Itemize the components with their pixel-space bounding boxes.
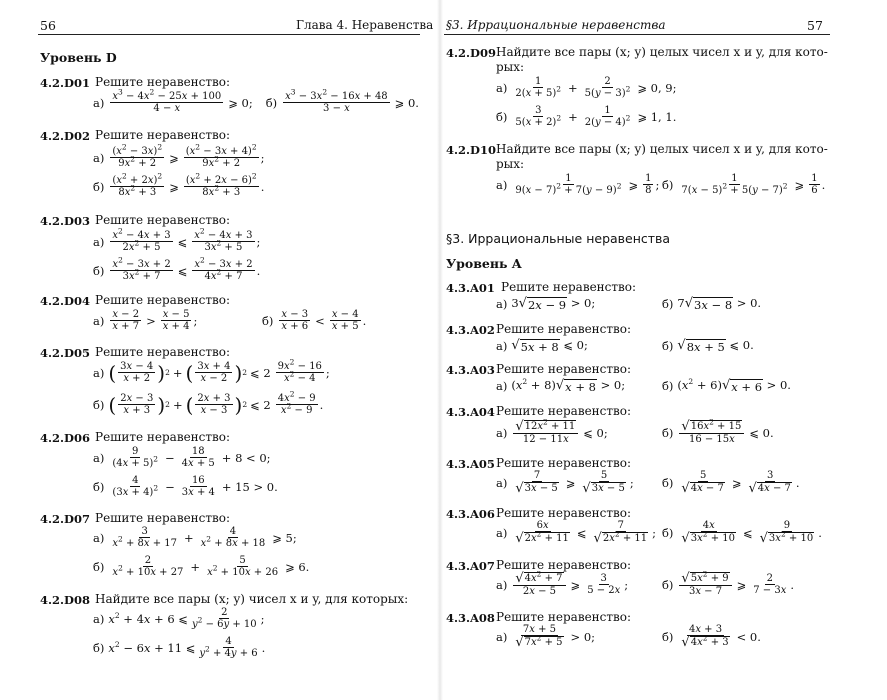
exercise-a: а) 6x √ $2x^2 + 11$ ⩽ 7 √ $2x^2 + 11$ ;: [496, 520, 656, 546]
exercise-a: а) $\frac{1}{2(x + 5)^2}$ + $\frac{2}{5(y - 3)^2}$ ⩾ 0, 9;: [496, 76, 677, 99]
problem-text: рых:: [496, 157, 525, 171]
exercise-a: а) $x^2 + 4x + 6$ ⩽ $\frac{2}{y^2 - 6y + 10}$ ;: [93, 607, 265, 630]
exercise-a: а) $\frac{1}{9(x - 7)^2 + 7(y - 9)^2}$ ⩾ $\frac{1}{8}$ ;: [496, 173, 660, 196]
problem-number: 4.3.A06: [446, 507, 495, 521]
problem-text: Решите неравенство:: [496, 506, 632, 520]
exercise-b: б) $\frac{x - 3}{x + 6}$ < $\frac{x - 4}{x + 5}$ .: [262, 309, 367, 332]
problem-text: Решите неравенство:: [95, 293, 231, 307]
exercise-a: а) $\frac{3}{x^2 + 8x + 17}$ + $\frac{4}{x^2 + 8x + 18}$ ⩾ 5;: [93, 526, 297, 549]
problem-number: 4.3.A01: [446, 281, 495, 295]
problem-number: 4.2.D09: [446, 46, 496, 60]
exercise-a: а) √ 5x + 8 ⩽ 0;: [496, 338, 588, 354]
exercise-a: а) $\frac{(x^2 - 3x)^2}{9x^2 + 2}$ ⩾ $\frac{(x^2 - 3x + 4)^2}{9x^2 + 2}$ ;: [93, 142, 265, 169]
right-page: [440, 0, 887, 700]
running-header: §3. Иррациональные неравенства: [446, 18, 666, 32]
exercise-a: а) $\frac{9}{(4x + 5)^2}$ − $\frac{18}{4x + 5}$ + 8 < 0;: [93, 446, 271, 469]
exercise-a: а) 7x + 5 √ $7x^2 + 5$ > 0;: [496, 624, 596, 650]
problem-number: 4.3.A02: [446, 323, 495, 337]
exercise-b: б) 4x √ $3x^2 + 10$ ⩽ 9 √ $3x^2 + 10$ .: [662, 520, 822, 546]
exercise-a: а) $\frac{x^3 - 4x^2 - 25x + 100}{4 - x}$ ⩾ 0; б) $\frac{x^3 - 3x^2 - 16x + 48}{3 - x}$ ⩾ 0.: [93, 87, 419, 114]
level-title: Уровень A: [446, 256, 522, 271]
exercise-a: а) ( $\frac{3x - 4}{x + 2}$ ) 2 + ( $\frac{3x + 4}{x - 2}$ ) 2 ⩽ 2 $\frac{9x^2 - 16}{x^2 - 4}$ ;: [93, 357, 330, 385]
problem-text: Решите неравенство:: [496, 322, 632, 336]
problem-number: 4.3.A05: [446, 457, 495, 471]
exercise-b: б) 7 √ 3x − 8 > 0.: [662, 296, 762, 312]
problem-number: 4.2.D07: [40, 512, 90, 526]
page-number: 57: [807, 18, 823, 33]
exercise-b: б) √ $16x^2 + 15$ 16 − 15x ⩽ 0.: [662, 417, 774, 445]
exercise-a: а) 7 √ 3x − 5 ⩾ 5 √ 3x − 5 ;: [496, 470, 634, 496]
problem-text: Решите неравенство:: [95, 128, 231, 142]
problem-number: 4.3.A07: [446, 559, 495, 573]
problem-number: 4.2.D03: [40, 214, 90, 228]
problem-text: Решите неравенство:: [496, 610, 632, 624]
exercise-b: б) √ 8x + 5 ⩽ 0.: [662, 338, 754, 354]
problem-text: Найдите все пары (x; y) целых чисел x и y, для кото-: [496, 142, 828, 156]
problem-number: 4.2.D02: [40, 129, 90, 143]
problem-text: Найдите все пары (x; y) чисел x и y, для которых:: [95, 592, 409, 606]
exercise-b: б) $\frac{(x^2 + 2x)^2}{8x^2 + 3}$ ⩾ $\frac{(x^2 + 2x - 6)^2}{8x^2 + 3}$ .: [93, 171, 265, 198]
exercise-b: б) $x^2 - 6x + 11$ ⩽ $\frac{4}{y^2 + 4y + 6}$ .: [93, 636, 266, 659]
left-page: [0, 0, 440, 700]
exercise-b: б) ( $\frac{2x - 3}{x + 3}$ ) 2 + ( $\frac{2x + 3}{x - 3}$ ) 2 ⩽ 2 $\frac{4x^2 - 9}{x^2 - 9}$ .: [93, 389, 324, 417]
page-number: 56: [40, 18, 56, 33]
problem-text: Решите неравенство:: [95, 345, 231, 359]
header-rule: [444, 34, 830, 35]
level-title: Уровень D: [40, 50, 117, 65]
problem-text: Решите неравенство:: [496, 558, 632, 572]
problem-number: 4.2.D05: [40, 346, 90, 360]
problem-number: 4.2.D01: [40, 76, 90, 90]
exercise-b: б) 4x + 3 √ $4x^2 + 3$ < 0.: [662, 624, 761, 650]
problem-number: 4.3.A03: [446, 363, 495, 377]
problem-number: 4.2.D04: [40, 294, 90, 308]
exercise-b: б) $\frac{4}{(3x + 4)^2}$ − $\frac{16}{3x + 4}$ + 15 > 0.: [93, 475, 278, 498]
exercise-b: б) $\frac{2}{x^2 + 10x + 27}$ + $\frac{5}{x^2 + 10x + 26}$ ⩾ 6.: [93, 555, 310, 578]
exercise-b: б) $(x^2 + 6)$ √ x + 6 > 0.: [662, 377, 791, 394]
exercise-b: б) $\frac{1}{7(x - 5)^2 + 5(y - 7)^2}$ ⩾ $\frac{1}{6}$ .: [662, 173, 826, 196]
problem-text: Решите неравенство:: [501, 280, 637, 294]
problem-number: 4.3.A08: [446, 611, 495, 625]
problem-text: Решите неравенство:: [496, 456, 632, 470]
problem-number: 4.3.A04: [446, 405, 495, 419]
exercise-a: а) $(x^2 + 8)$ √ x + 8 > 0;: [496, 377, 626, 394]
problem-text: Решите неравенство:: [496, 404, 632, 418]
problem-text: Решите неравенство:: [95, 430, 231, 444]
problem-number: 4.2.D08: [40, 593, 90, 607]
problem-text: Решите неравенство:: [496, 362, 632, 376]
problem-text: Найдите все пары (x; y) целых чисел x и y, для кото-: [496, 45, 828, 59]
exercise-a: а) $\frac{x - 2}{x + 7}$ > $\frac{x - 5}{x + 4}$ ;: [93, 309, 198, 332]
exercise-a: а) 3 √ 2x − 9 > 0;: [496, 296, 596, 312]
header-rule: [38, 34, 420, 35]
problem-number: 4.2.D06: [40, 431, 90, 445]
section-title: §3. Иррациональные неравенства: [446, 231, 671, 246]
problem-text: рых:: [496, 60, 525, 74]
exercise-b: б) √ $5x^2 + 9$ 3x − 7 ⩾ $\frac{2}{7 - 3x}$ .: [662, 569, 795, 597]
problem-text: Решите неравенство:: [95, 213, 231, 227]
exercise-a: а) √ $4x^2 + 7$ 2x − 5 ⩾ $\frac{3}{5 - 2x}$ ;: [496, 569, 629, 597]
exercise-a: а) $\frac{x^2 - 4x + 3}{2x^2 + 5}$ ⩽ $\frac{x^2 - 4x + 3}{3x^2 + 5}$ ;: [93, 226, 261, 253]
problem-number: 4.2.D10: [446, 143, 496, 157]
running-header: Глава 4. Неравенства: [296, 18, 434, 32]
exercise-b: б) $\frac{x^2 - 3x + 2}{3x^2 + 7}$ ⩽ $\frac{x^2 - 3x + 2}{4x^2 + 7}$ .: [93, 255, 261, 282]
exercise-a: а) √ $12x^2 + 11$ 12 − 11x ⩽ 0;: [496, 417, 608, 445]
exercise-b: б) $\frac{3}{5(x + 2)^2}$ + $\frac{1}{2(y - 4)^2}$ ⩾ 1, 1.: [496, 105, 677, 128]
problem-text: Решите неравенство:: [95, 75, 231, 89]
problem-text: Решите неравенство:: [95, 511, 231, 525]
exercise-b: б) 5 √ 4x − 7 ⩾ 3 √ 4x − 7 .: [662, 470, 800, 496]
